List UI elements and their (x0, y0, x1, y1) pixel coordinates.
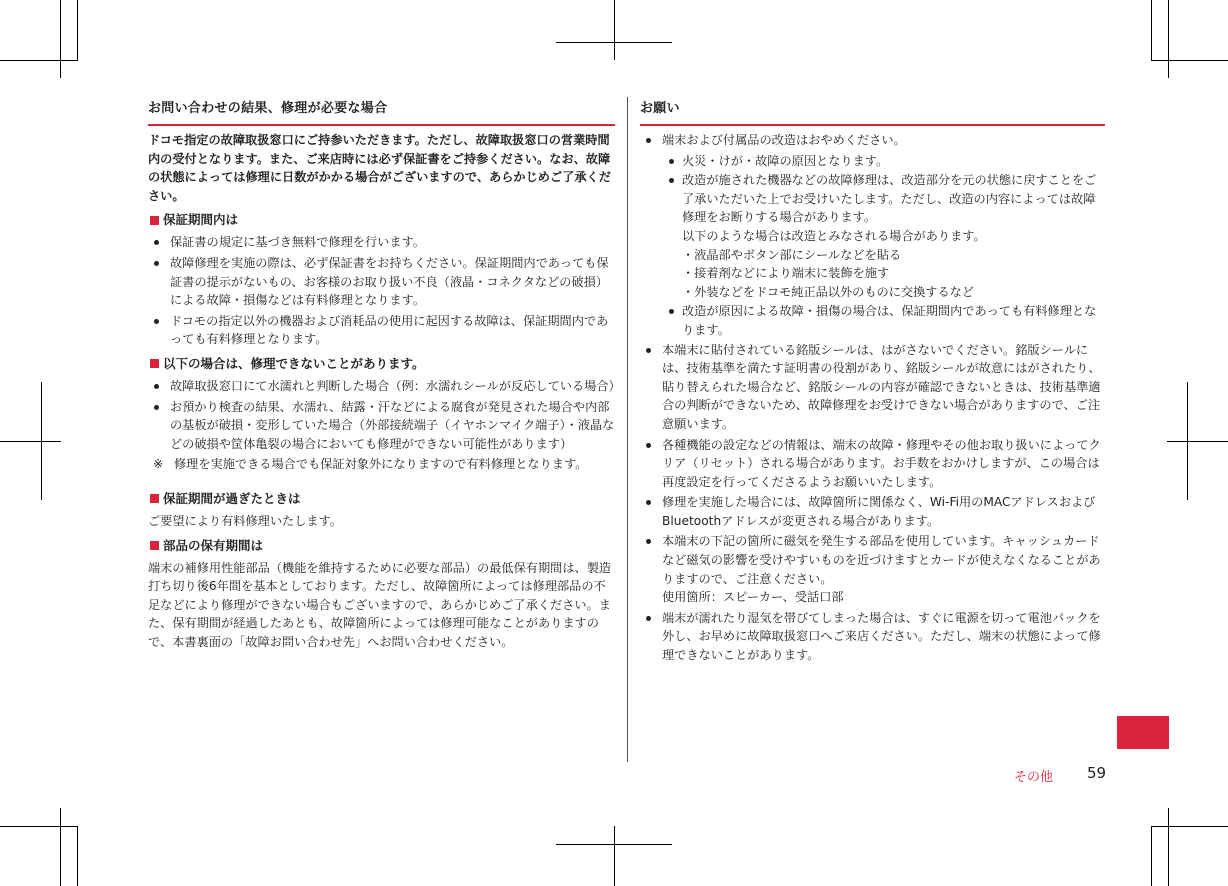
request-section-title: お願い (640, 98, 1105, 126)
square-bullet-icon (150, 359, 159, 368)
warranty-over-heading: 保証期間が過ぎたときは (150, 490, 615, 508)
not-repairable-list (148, 377, 621, 453)
modification-example: ・液晶部やボタン部にシールなどを貼る (682, 247, 902, 262)
list-item: お預かり検査の結果、水濡れ、結露・汗などによる腐食が発見された場合や内部の基板が破損・変形していた場合（外部接続端子（イヤホンマイク端子）・液晶などの破損や筐体亀裂の場合においても修理ができない可能性があります） (148, 398, 615, 454)
list-item: 保証書の規定に基づき無料で修理を行います。 (148, 233, 615, 252)
square-bullet-icon (150, 494, 159, 503)
left-column (148, 98, 621, 651)
right-column (640, 98, 1105, 667)
sub-list-item: 改造が施された機器などの故障修理は、改造部分を元の状態に戻すことをご了承いただいた上でお受けいたします。ただし、改造の内容によっては故障修理をお断りする場合があります。 以下のような場合は改造とみなされる場合があります。 ・液晶部やボタン部にシールなどを貼る ・接着剤などにより端末に装飾を施す ・外装などをドコモ純正品以外のものに交換するなど (640, 171, 1105, 301)
list-item: 故障修理を実施の際は、必ず保証書をお持ちください。保証期間内であっても保証書の提示がないもの、お客様のお取り扱い不良（液晶・コネクタなどの破損）による故障・損傷などは有料修理となります。 (148, 254, 615, 310)
list-item: 本端末に貼付されている銘版シールは、はがさないでください。銘版シールには、技術基準を満たす証明書の役割があり、銘版シールが故意にはがされたり、貼り替えられた場合など、銘版シールの内容が確認できないときは、技術基準適合の判断ができないため、故障修理をお受けできない場合がありますので、ご注意願います。 (640, 341, 1105, 434)
list-item: 端末および付属品の改造はおやめください。 (640, 131, 1105, 150)
repair-lead-text: ドコモ指定の故障取扱窓口にご持参いただきます。ただし、故障取扱窓口の営業時間内の受付となります。また、ご来店時には必ず保証書をご持参ください。なお、故障の状態によっては修理に日数がかかる場合がございますので、あらかじめご了承ください。 (148, 133, 611, 203)
warranty-in-list (148, 233, 615, 349)
modification-intro: 以下のような場合は改造とみなされる場合があります。 (682, 228, 986, 243)
note-mark: ※ (153, 457, 164, 472)
parts-heading: 部品の保有期間は (150, 537, 615, 555)
not-repairable-heading: 以下の場合は、修理できないことがあります。 (150, 355, 615, 373)
modification-example: ・接着剤などにより端末に装飾を施す (682, 266, 890, 281)
square-bullet-icon (150, 541, 159, 550)
not-repairable-note: ※ 修理を実施できる場合でも保証対象外になりますので有料修理となります。 (148, 455, 615, 474)
page-number: 59 (1087, 764, 1107, 782)
list-item: 端末が濡れたり湿気を帯びてしまった場合は、すぐに電源を切って電池パックを外し、お早めに故障取扱窓口へご来店ください。ただし、端末の状態によって修理できないことがあります。 (640, 609, 1105, 665)
warranty-over-text: ご要望により有料修理いたします。 (148, 513, 343, 528)
list-item: 各種機能の設定などの情報は、端末の故障・修理やその他お取り扱いによってクリア（リセット）される場合があります。お手数をおかけしますが、この場合は再度設定を行ってくださるようお願いいたします。 (640, 436, 1105, 492)
square-bullet-icon (150, 216, 159, 225)
parts-text: 端末の補修用性能部品（機能を維持するために必要な部品）の最低保有期間は、製造打ち切り後6年間を基本としております。ただし、故障箇所によっては修理部品の不足などにより修理ができない場合もございますので、あらかじめご了承ください。また、保有期間が経過したあとも、故障箇所によっては修理可能なことがありますので、本書裏面の「故障お問い合わせ先」へお問い合わせください。 (148, 560, 612, 649)
warranty-in-heading: 保証期間内は (150, 211, 615, 229)
list-item: 本端末の下記の箇所に磁気を発生する部品を使用しています。キャッシュカードなど磁気の影響を受けやすいものを近づけますとカードが使えなくなることがありますので、ご注意ください。 使用箇所：スピーカー、受話口部 (640, 532, 1105, 606)
request-list (640, 131, 1105, 665)
list-item: 故障取扱窓口にて水濡れと判断した場合（例：水濡れシールが反応している場合） (148, 377, 615, 396)
modification-example: ・外装などをドコモ純正品以外のものに交換するなど (682, 284, 975, 299)
sub-list-item: 改造が原因による故障・損傷の場合は、保証期間内であっても有料修理となります。 (640, 302, 1105, 339)
magnet-location: 使用箇所：スピーカー、受話口部 (662, 590, 844, 605)
chapter-tab (1117, 716, 1169, 749)
sub-list-item: 火災・けが・故障の原因となります。 (640, 152, 1105, 171)
list-item: ドコモの指定以外の機器および消耗品の使用に起因する故障は、保証期間内であっても有料修理となります。 (148, 312, 615, 349)
footer-section-label: その他 (1014, 770, 1054, 785)
list-item: 修理を実施した場合には、故障箇所に関係なく、Wi-Fi用のMACアドレスおよびBluetoothアドレスが変更される場合があります。 (640, 493, 1105, 530)
column-divider (627, 97, 628, 762)
repair-section-title: お問い合わせの結果、修理が必要な場合 (148, 98, 615, 126)
